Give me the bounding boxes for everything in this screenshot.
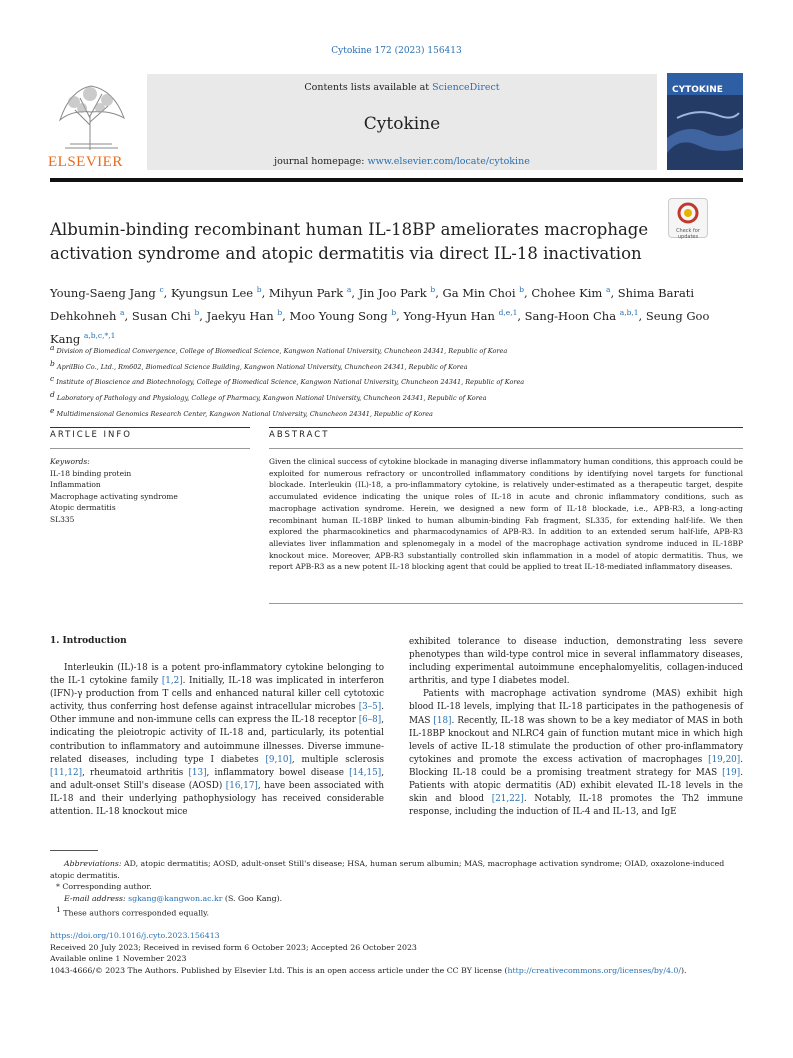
- citation-link[interactable]: [11,12]: [50, 767, 83, 778]
- abstract-heading: ABSTRACT: [269, 430, 330, 440]
- affiliation-line: $^b$ AprilBio Co., Ltd., Rm602, Biomedical Science Building, Kangwon National University, Chuncheon 24341, Republic of Korea: [50, 358, 468, 371]
- abstract-rule: [269, 427, 743, 428]
- citation-link[interactable]: [19]: [722, 767, 741, 778]
- affiliation-line: $^d$ Laboratory of Pathology and Physiology, College of Pharmacy, Kangwon National University, Chuncheon 24341, Republic of Korea: [50, 389, 487, 403]
- citation-link[interactable]: [3–5]: [358, 702, 382, 713]
- body-text: , and adult-onset Still's disease (AOSD): [50, 767, 384, 791]
- author-name[interactable]: Yong-Hyun Han: [403, 308, 499, 323]
- affiliation-line: $^e$ Multidimensional Genomics Research Center, Kangwon National University, Chuncheon 24341, Republic of Korea: [50, 405, 433, 418]
- header-rule: [50, 178, 743, 182]
- author-name[interactable]: Mihyun Park: [268, 285, 347, 300]
- author-affiliation-marker[interactable]: a,b,1: [619, 307, 639, 317]
- body-text: . Notably, IL-18 promotes the Th2 immune response, including the induction of IL-4 and IL-13, and IgE: [409, 794, 743, 818]
- author-affiliation-marker[interactable]: b: [391, 307, 397, 317]
- body-text: . Patients with atopic dermatitis (AD) exhibit elevated IL-18 levels in the skin and blood: [409, 767, 743, 805]
- article-info-heading: ARTICLE INFO: [50, 430, 132, 440]
- section-heading-introduction: 1. Introduction: [50, 636, 127, 646]
- body-text: . Initially, IL-18 was implicated in interferon (IFN)-γ production from T cells and enhanced natural killer cell cytotoxic activity, thus conferring host defense against intracellular microbes: [50, 676, 384, 713]
- abstract-end-rule: [269, 603, 743, 604]
- body-text: , multiple sclerosis: [291, 754, 384, 765]
- keyword-item: Inflammation: [50, 480, 101, 489]
- citation-link[interactable]: [13]: [188, 767, 207, 778]
- author-name[interactable]: Moo Young Song: [289, 308, 392, 323]
- intro-paragraph-1: [50, 662, 384, 819]
- citation-link[interactable]: [18]: [433, 715, 452, 726]
- author-affiliation-marker[interactable]: b: [430, 285, 436, 294]
- author-affiliation-marker[interactable]: b: [194, 307, 200, 317]
- intro-paragraph-1-continued: exhibited tolerance to disease induction, demonstrating less severe phenotypes than wild-type control mice in several inflammatory diseases, including experimental autoimmune encephalomyelitis, collagen-induced arthritis, and type I diabetes model.: [409, 637, 743, 687]
- check-updates-icon: [677, 202, 699, 224]
- author-affiliation-marker[interactable]: a: [605, 285, 611, 294]
- author-affiliation-marker[interactable]: b: [256, 285, 262, 294]
- citation-link[interactable]: [9,10]: [265, 754, 292, 765]
- article-title: Albumin-binding recombinant human IL-18BP ameliorates macrophage activation syndrome and atopic dermatitis via direct IL-18 inactivation: [50, 220, 649, 263]
- journal-name: Cytokine: [363, 114, 441, 134]
- citation-link[interactable]: [21,22]: [491, 794, 524, 805]
- publication-info: https://doi.org/10.1016/j.cyto.2023.156413 Received 20 July 2023; Received in revised form 6 October 2023; Accepted 26 October 2023 Available online 1 November 2023 1043-4666/© 2023 The Authors. Published by Elsevier Ltd. This is an open access article under the CC BY license (http://creativecommons.org/licenses/by/4.0/).: [50, 931, 687, 975]
- body-text: , indicating the pleiotropic activity of IL-18 and, particularly, its potential contribution to inflammatory and autoimmune illnesses. Diverse immune-related diseases, including type I diabetes: [50, 715, 384, 765]
- author-name[interactable]: Ga Min Choi: [442, 285, 520, 300]
- info-subrule: [50, 448, 250, 449]
- author-name[interactable]: Shima Barati Dehkohneh: [50, 285, 695, 323]
- citation-link[interactable]: [16,17]: [225, 780, 258, 791]
- intro-right-column: [409, 636, 743, 819]
- author-name[interactable]: Jaekyu Han: [206, 308, 278, 323]
- footnotes: Abbreviations: AD, atopic dermatitis; AOSD, adult-onset Still's disease; HSA, human serum albumin; MAS, macrophage activation syndrome; OIAD, oxazolone-induced atopic dermatitis. * Corresponding author. E-mail address: sgkang@kangwon.ac.kr (S. Goo Kang). $^1$ These authors corresponded equally.: [50, 859, 725, 918]
- body-text: . Blocking IL-18 could be a promising treatment strategy for MAS: [409, 754, 743, 778]
- citation-link[interactable]: [14,15]: [349, 767, 382, 778]
- citation-link[interactable]: [6–8]: [358, 715, 382, 726]
- keywords-block: [50, 456, 250, 525]
- check-for-updates-button[interactable]: Check for updates: [668, 198, 708, 238]
- journal-homepage-link[interactable]: www.elsevier.com/locate/cytokine: [367, 156, 530, 167]
- author-affiliation-marker[interactable]: d,e,1: [498, 307, 518, 317]
- journal-homepage-line: journal homepage: www.elsevier.com/locate/cytokine: [274, 156, 530, 167]
- keyword-item: SL335: [50, 514, 75, 524]
- body-text: . Recently, IL-18 was shown to be a key mediator of MAS in both IL-18BP knockout and NLRC4 gain of function mutant mice in which high levels of active IL-18 stimulate the production of other pro-inflammatory cytokines and promote the excess activation of macrophages: [409, 715, 743, 765]
- affiliations: [50, 342, 743, 420]
- author-name[interactable]: Sang-Hoon Cha: [524, 308, 620, 323]
- journal-masthead: [147, 74, 657, 170]
- affiliation-line: $^c$ Institute of Bioscience and Biotechnology, College of Biomedical Science, Kangwon National University, Chuncheon 24341, Republic of Korea: [50, 374, 525, 387]
- affiliation-line: $^a$ Division of Biomedical Convergence, College of Biomedical Science, Kangwon National University, Chuncheon 24341, Republic of Korea: [50, 343, 508, 356]
- body-text: . Other immune and non-immune cells can express the IL-18 receptor: [50, 702, 384, 726]
- body-text: , have been associated with IL-18 and their underlying pathophysiology has received considerable attention. IL-18 knockout mice: [50, 780, 384, 818]
- journal-reference[interactable]: Cytokine 172 (2023) 156413: [331, 46, 462, 56]
- doi-link[interactable]: https://doi.org/10.1016/j.cyto.2023.156413: [50, 931, 220, 940]
- journal-cover-image: [667, 73, 743, 170]
- keyword-item: Macrophage activating syndrome: [50, 491, 178, 501]
- author-name[interactable]: Kyungsun Lee: [170, 285, 257, 300]
- keywords-label: Keywords:: [50, 457, 90, 466]
- author-name[interactable]: Young-Saeng Jang: [50, 285, 160, 300]
- author-affiliation-marker[interactable]: a: [346, 285, 352, 294]
- body-text: , rheumatoid arthritis: [82, 767, 189, 778]
- author-affiliation-marker[interactable]: a,b,c,*,1: [83, 330, 116, 340]
- author-affiliation-marker[interactable]: b: [277, 307, 283, 317]
- author-list: Young-Saeng Jang $^c$, Kyungsun Lee $^b$, Mihyun Park $^a$, Jin Joo Park $^b$, Ga Min Choi $^b$, Chohee Kim $^a$, Shima Barati Dehkohneh $^a$, Susan Chi $^b$, Jaekyu Han $^b$, Moo Young Song $^b$, Yong-Hyun Han $^{d,e,1}$, Sang-Hoon Cha $^{a,b,1}$, Seung Goo Kang $^{a,b,c,*,1}$: [50, 285, 710, 346]
- keyword-item: IL-18 binding protein: [50, 468, 132, 478]
- body-text: Patients with macrophage activation syndrome (MAS) exhibit high blood IL-18 levels, implying that IL-18 participates in the pathogenesis of MAS: [409, 689, 743, 726]
- author-name[interactable]: Susan Chi: [131, 308, 195, 323]
- license-link[interactable]: http://creativecommons.org/licenses/by/4.0/: [507, 965, 681, 975]
- publisher-logo-text: ELSEVIER: [48, 154, 123, 170]
- author-affiliation-marker[interactable]: a: [120, 307, 125, 317]
- body-text: Interleukin (IL)-18 is a potent pro-inflammatory cytokine belonging to the IL-1 cytokine family: [50, 663, 384, 687]
- author-name[interactable]: Jin Joo Park: [358, 285, 431, 300]
- availability-line: Contents lists available at ScienceDirect: [304, 82, 500, 93]
- citation-link[interactable]: [19,20]: [708, 754, 741, 765]
- abstract-text: Given the clinical success of cytokine blockade in managing diverse inflammatory human conditions, this approach could be exploited for numerous refractory or uncontrolled inflammatory conditions by identifying novel targets for functional blockade. Interleukin (IL)-18, a pro-inflammatory cytokine, is relatively under-estimated as a therapeutic target, despite accumulated evidence indicating the unique roles of IL-18 in acute and chronic inflammatory conditions, such as macrophage activation syndrome. Herein, we designed a new form of IL-18 blockade, i.e., APB-R3, a long-acting recombinant human IL-18BP linked to human albumin-binding Fab fragment, SL335, for extending half-life. We then explored the pharmacokinetics and pharmacodynamics of APB-R3. In addition to an extended serum half-life, APB-R3 alleviates liver inflammation and splenomegaly in a model of the macrophage activation syndrome induced in IL-18BP knockout mice. Moreover, APB-R3 substantially controlled skin inflammation in a model of atopic dermatitis. Thus, we report APB-R3 as a new potent IL-18 blocking agent that could be applied to treat IL-18-mediated inflammatory diseases.: [269, 457, 743, 572]
- author-name[interactable]: Seung Goo Kang: [50, 308, 710, 346]
- author-affiliation-marker[interactable]: b: [519, 285, 525, 294]
- author-affiliation-marker[interactable]: c: [159, 285, 164, 294]
- author-email-link[interactable]: sgkang@kangwon.ac.kr: [128, 893, 223, 903]
- info-rule: [50, 427, 250, 428]
- author-name[interactable]: Chohee Kim: [531, 285, 606, 300]
- sciencedirect-link[interactable]: ScienceDirect: [432, 82, 500, 93]
- footnote-rule: [50, 850, 98, 851]
- abstract-subrule: [269, 448, 743, 449]
- keyword-item: Atopic dermatitis: [50, 503, 116, 512]
- intro-paragraph-2: [409, 688, 743, 819]
- body-text: , inflammatory bowel disease: [206, 767, 350, 778]
- cover-label: CYTOKINE: [672, 85, 723, 95]
- citation-link[interactable]: [1,2]: [161, 676, 183, 687]
